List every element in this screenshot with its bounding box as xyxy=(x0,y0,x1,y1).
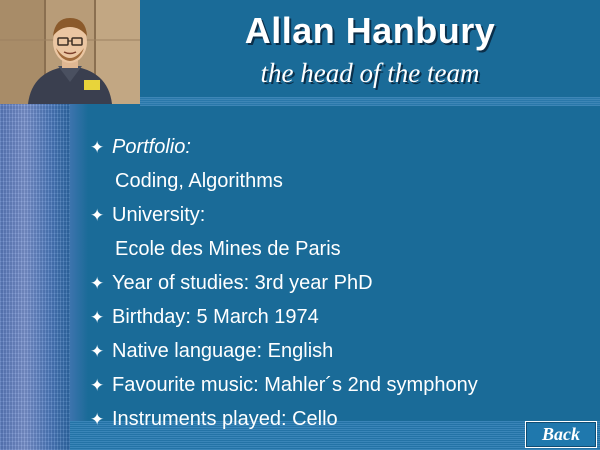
year-text: Year of studies: 3rd year PhD xyxy=(112,272,373,294)
language-text: Native language: English xyxy=(112,340,334,362)
decorative-left-strip xyxy=(0,104,70,450)
instruments-text: Instruments played: Cello xyxy=(112,408,338,430)
portfolio-label: Portfolio: xyxy=(112,136,191,158)
sparkle-bullet-icon: ✦ xyxy=(90,376,105,395)
sparkle-bullet-icon: ✦ xyxy=(90,410,105,429)
profile-details-list xyxy=(90,130,590,436)
music-text: Favourite music: Mahler´s 2nd symphony xyxy=(112,374,478,396)
list-item-portfolio-value xyxy=(90,164,590,198)
birthday-text: Birthday: 5 March 1974 xyxy=(112,306,319,328)
list-item-university-value xyxy=(90,232,590,266)
list-item-year xyxy=(90,266,590,300)
sparkle-bullet-icon: ✦ xyxy=(90,308,105,327)
list-item-portfolio xyxy=(90,130,590,164)
list-item-instruments xyxy=(90,402,590,436)
sparkle-bullet-icon: ✦ xyxy=(90,138,105,157)
list-item-language xyxy=(90,334,590,368)
list-item-music xyxy=(90,368,590,402)
page-title: Allan Hanbury xyxy=(244,10,496,51)
back-button[interactable]: Back xyxy=(525,421,597,448)
list-item-university xyxy=(90,198,590,232)
header-band xyxy=(140,97,600,106)
list-item-birthday xyxy=(90,300,590,334)
university-value: Ecole des Mines de Paris xyxy=(115,238,341,260)
university-label: University: xyxy=(112,204,206,226)
sparkle-bullet-icon: ✦ xyxy=(90,206,105,225)
portfolio-value: Coding, Algorithms xyxy=(115,170,283,192)
sparkle-bullet-icon: ✦ xyxy=(90,342,105,361)
page-subtitle: the head of the team xyxy=(260,58,480,88)
portrait-photo xyxy=(0,0,140,104)
sparkle-bullet-icon: ✦ xyxy=(90,274,105,293)
